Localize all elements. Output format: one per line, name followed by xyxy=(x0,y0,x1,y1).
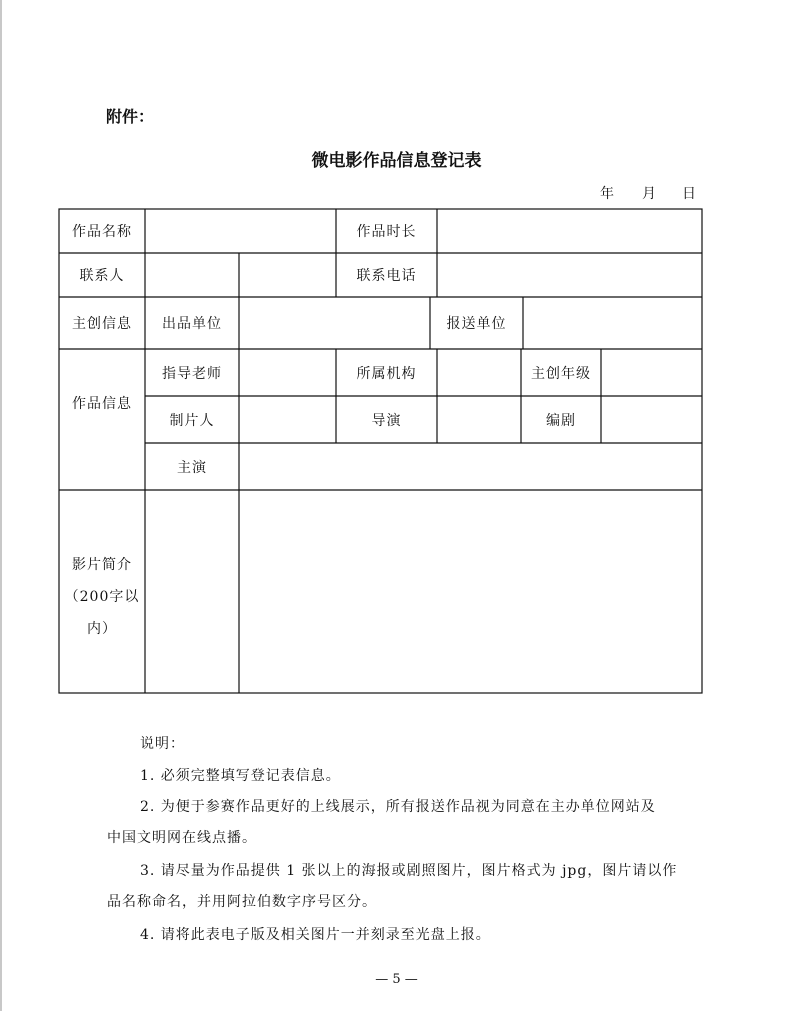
contact-phone-label: 联系电话 xyxy=(356,268,417,284)
advisor-label: 指导老师 xyxy=(162,365,222,382)
screenwriter-label: 编剧 xyxy=(546,412,576,429)
note-item-3-line2: 品名称命名，并用阿拉伯数字序号区分。 xyxy=(107,894,377,910)
work-info-label: 作品信息 xyxy=(72,396,132,412)
creator-grade-label: 主创年级 xyxy=(531,365,591,382)
attachment-label: 附件： xyxy=(106,107,155,126)
lead-actor-input[interactable] xyxy=(239,443,702,490)
contact-person-input[interactable] xyxy=(145,253,239,297)
duration-label: 作品时长 xyxy=(356,224,417,240)
advisor-input[interactable] xyxy=(239,349,336,396)
institution-label: 所属机构 xyxy=(356,365,417,382)
date-month-label: 月 xyxy=(642,186,656,202)
creator-info-label: 主创信息 xyxy=(72,316,132,332)
form-title: 微电影作品信息登记表 xyxy=(311,151,482,171)
date-day-label: 日 xyxy=(682,186,696,202)
lead-actor-label: 主演 xyxy=(177,459,207,476)
synopsis-label-line2: （200字以 xyxy=(64,589,140,605)
director-input[interactable] xyxy=(437,396,521,443)
contact-person-input-2[interactable] xyxy=(239,253,336,297)
note-item-4: 4. 请将此表电子版及相关图片一并刻录至光盘上报。 xyxy=(140,927,491,943)
notes-heading: 说明： xyxy=(140,736,185,752)
institution-input[interactable] xyxy=(437,349,521,396)
production-unit-label: 出品单位 xyxy=(162,316,222,332)
production-unit-input[interactable] xyxy=(239,297,430,349)
note-item-3-line1: 3. 请尽量为作品提供 1 张以上的海报或剧照图片，图片格式为 jpg，图片请以作 xyxy=(140,863,678,879)
date-year-label: 年 xyxy=(600,186,614,202)
screenwriter-input[interactable] xyxy=(601,396,702,443)
synopsis-label xyxy=(59,549,145,645)
synopsis-side-input[interactable] xyxy=(145,490,239,693)
submitting-unit-label: 报送单位 xyxy=(446,316,507,332)
synopsis-label-line1: 影片简介 xyxy=(72,557,132,573)
contact-person-label: 联系人 xyxy=(79,268,125,284)
director-label: 导演 xyxy=(371,412,402,429)
page-number: — 5 — xyxy=(375,972,418,987)
producer-input[interactable] xyxy=(239,396,336,443)
synopsis-label-line3: 内） xyxy=(87,621,117,637)
note-item-2-line1: 2. 为便于参赛作品更好的上线展示，所有报送作品视为同意在主办单位网站及 xyxy=(140,799,656,815)
work-name-label: 作品名称 xyxy=(72,224,132,240)
work-name-input[interactable] xyxy=(145,209,336,253)
duration-input[interactable] xyxy=(437,209,702,253)
note-item-1: 1. 必须完整填写登记表信息。 xyxy=(140,768,341,784)
submitting-unit-input[interactable] xyxy=(523,297,702,349)
creator-grade-input[interactable] xyxy=(601,349,702,396)
contact-phone-input[interactable] xyxy=(437,253,702,297)
synopsis-input[interactable] xyxy=(239,490,702,693)
producer-label: 制片人 xyxy=(169,412,215,429)
note-item-2-line2: 中国文明网在线点播。 xyxy=(107,830,257,846)
